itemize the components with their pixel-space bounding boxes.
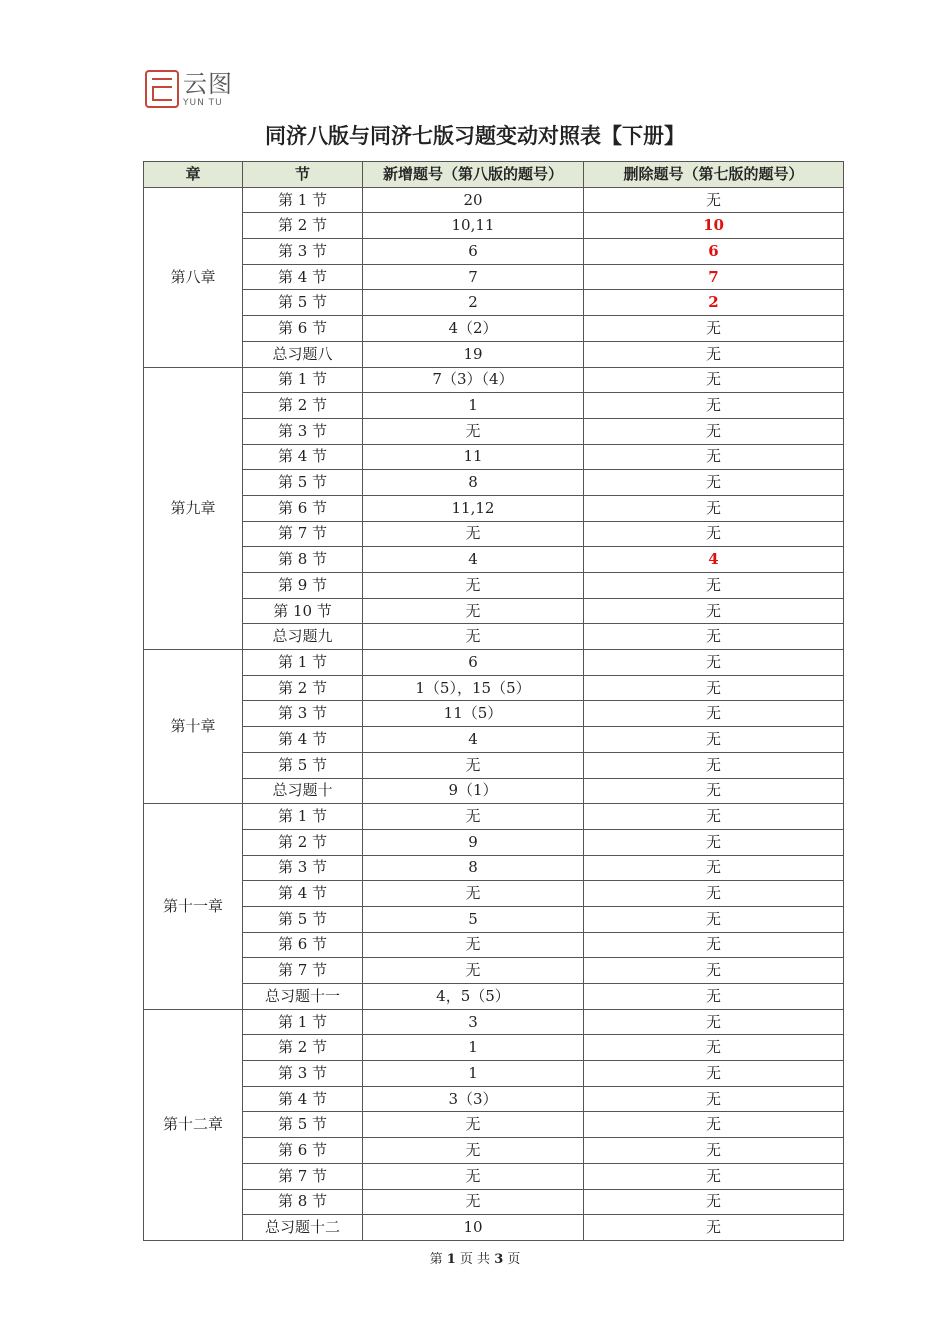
chapter-cell: 第十二章 bbox=[144, 1009, 243, 1240]
added-cell: 4，5（5） bbox=[363, 984, 584, 1010]
deleted-cell: 无 bbox=[584, 573, 844, 599]
section-cell: 总习题九 bbox=[243, 624, 363, 650]
deleted-cell: 无 bbox=[584, 598, 844, 624]
table-row bbox=[144, 958, 844, 984]
deleted-cell: 无 bbox=[584, 752, 844, 778]
deleted-cell: 无 bbox=[584, 1112, 844, 1138]
section-cell: 第 10 节 bbox=[243, 598, 363, 624]
added-cell: 6 bbox=[363, 239, 584, 265]
deleted-cell: 10 bbox=[584, 213, 844, 239]
section-cell: 第 2 节 bbox=[243, 393, 363, 419]
comparison-table bbox=[143, 161, 844, 1241]
deleted-cell: 无 bbox=[584, 1215, 844, 1241]
footer-suffix: 页 bbox=[507, 1252, 521, 1267]
section-cell: 第 3 节 bbox=[243, 418, 363, 444]
section-cell: 总习题八 bbox=[243, 341, 363, 367]
added-cell: 3（3） bbox=[363, 1086, 584, 1112]
deleted-cell: 无 bbox=[584, 727, 844, 753]
section-cell: 第 3 节 bbox=[243, 239, 363, 265]
section-cell: 第 7 节 bbox=[243, 521, 363, 547]
table-row bbox=[144, 1086, 844, 1112]
section-cell: 第 6 节 bbox=[243, 1138, 363, 1164]
deleted-cell: 无 bbox=[584, 495, 844, 521]
deleted-cell: 4 bbox=[584, 547, 844, 573]
section-cell: 第 8 节 bbox=[243, 1189, 363, 1215]
added-cell: 无 bbox=[363, 624, 584, 650]
added-cell: 8 bbox=[363, 470, 584, 496]
table-row bbox=[144, 573, 844, 599]
deleted-cell: 无 bbox=[584, 984, 844, 1010]
added-cell: 无 bbox=[363, 932, 584, 958]
page-title: 同济八版与同济七版习题变动对照表【下册】 bbox=[265, 124, 685, 148]
deleted-cell: 无 bbox=[584, 778, 844, 804]
table-row bbox=[144, 1061, 844, 1087]
deleted-cell: 2 bbox=[584, 290, 844, 316]
added-cell: 11（5） bbox=[363, 701, 584, 727]
added-cell: 19 bbox=[363, 341, 584, 367]
section-cell: 第 1 节 bbox=[243, 187, 363, 213]
table-row bbox=[144, 239, 844, 265]
section-cell: 第 1 节 bbox=[243, 367, 363, 393]
section-cell: 第 3 节 bbox=[243, 855, 363, 881]
table-row bbox=[144, 650, 844, 676]
deleted-cell: 无 bbox=[584, 906, 844, 932]
deleted-cell: 无 bbox=[584, 1189, 844, 1215]
section-cell: 第 5 节 bbox=[243, 290, 363, 316]
section-cell: 第 2 节 bbox=[243, 829, 363, 855]
section-cell: 第 2 节 bbox=[243, 213, 363, 239]
table-row bbox=[144, 1189, 844, 1215]
footer-page-number: 1 bbox=[446, 1252, 456, 1267]
table-row bbox=[144, 290, 844, 316]
section-cell: 第 2 节 bbox=[243, 1035, 363, 1061]
logo-text: 云图 bbox=[183, 70, 233, 98]
table-row bbox=[144, 1009, 844, 1035]
section-cell: 第 6 节 bbox=[243, 495, 363, 521]
section-cell: 第 3 节 bbox=[243, 1061, 363, 1087]
added-cell: 4 bbox=[363, 547, 584, 573]
table-row bbox=[144, 213, 844, 239]
added-cell: 7 bbox=[363, 264, 584, 290]
added-cell: 无 bbox=[363, 958, 584, 984]
table-row bbox=[144, 264, 844, 290]
section-cell: 第 5 节 bbox=[243, 1112, 363, 1138]
section-cell: 第 1 节 bbox=[243, 1009, 363, 1035]
deleted-cell: 无 bbox=[584, 393, 844, 419]
deleted-cell: 无 bbox=[584, 418, 844, 444]
table-row bbox=[144, 984, 844, 1010]
table-body bbox=[144, 187, 844, 1240]
added-cell: 10 bbox=[363, 1215, 584, 1241]
col-header-deleted: 删除题号（第七版的题号） bbox=[584, 162, 844, 188]
table-row bbox=[144, 367, 844, 393]
deleted-cell: 无 bbox=[584, 1138, 844, 1164]
section-cell: 第 4 节 bbox=[243, 727, 363, 753]
section-cell: 第 9 节 bbox=[243, 573, 363, 599]
table-row bbox=[144, 1138, 844, 1164]
added-cell: 无 bbox=[363, 1189, 584, 1215]
table-row bbox=[144, 701, 844, 727]
added-cell: 8 bbox=[363, 855, 584, 881]
table-row bbox=[144, 187, 844, 213]
added-cell: 9（1） bbox=[363, 778, 584, 804]
deleted-cell: 无 bbox=[584, 1061, 844, 1087]
section-cell: 第 1 节 bbox=[243, 804, 363, 830]
footer-mid: 页 共 bbox=[459, 1252, 491, 1267]
deleted-cell: 6 bbox=[584, 239, 844, 265]
added-cell: 7（3）（4） bbox=[363, 367, 584, 393]
deleted-cell: 无 bbox=[584, 958, 844, 984]
section-cell: 第 1 节 bbox=[243, 650, 363, 676]
section-cell: 第 5 节 bbox=[243, 470, 363, 496]
table-row bbox=[144, 418, 844, 444]
table-row bbox=[144, 804, 844, 830]
table-row bbox=[144, 470, 844, 496]
deleted-cell: 无 bbox=[584, 521, 844, 547]
deleted-cell: 无 bbox=[584, 855, 844, 881]
section-cell: 第 4 节 bbox=[243, 264, 363, 290]
table-row bbox=[144, 752, 844, 778]
table-row bbox=[144, 829, 844, 855]
added-cell: 10,11 bbox=[363, 213, 584, 239]
added-cell: 2 bbox=[363, 290, 584, 316]
page-footer bbox=[0, 1248, 950, 1267]
added-cell: 1 bbox=[363, 1035, 584, 1061]
section-cell: 第 7 节 bbox=[243, 958, 363, 984]
section-cell: 总习题十一 bbox=[243, 984, 363, 1010]
table-row bbox=[144, 1112, 844, 1138]
chapter-cell: 第九章 bbox=[144, 367, 243, 650]
deleted-cell: 无 bbox=[584, 1035, 844, 1061]
table-row bbox=[144, 932, 844, 958]
deleted-cell: 无 bbox=[584, 650, 844, 676]
section-cell: 第 4 节 bbox=[243, 881, 363, 907]
table-row bbox=[144, 906, 844, 932]
added-cell: 无 bbox=[363, 1112, 584, 1138]
table-row bbox=[144, 495, 844, 521]
table-row bbox=[144, 1035, 844, 1061]
table-header-row bbox=[144, 162, 844, 188]
added-cell: 1 bbox=[363, 393, 584, 419]
chapter-cell: 第十章 bbox=[144, 650, 243, 804]
added-cell: 20 bbox=[363, 187, 584, 213]
added-cell: 3 bbox=[363, 1009, 584, 1035]
table-row bbox=[144, 675, 844, 701]
added-cell: 无 bbox=[363, 521, 584, 547]
added-cell: 无 bbox=[363, 573, 584, 599]
table-row bbox=[144, 727, 844, 753]
added-cell: 无 bbox=[363, 1138, 584, 1164]
yuntu-logo bbox=[145, 70, 265, 112]
added-cell: 11 bbox=[363, 444, 584, 470]
added-cell: 1（5），15（5） bbox=[363, 675, 584, 701]
deleted-cell: 无 bbox=[584, 1086, 844, 1112]
section-cell: 第 5 节 bbox=[243, 906, 363, 932]
chapter-cell: 第八章 bbox=[144, 187, 243, 367]
deleted-cell: 无 bbox=[584, 341, 844, 367]
added-cell: 4 bbox=[363, 727, 584, 753]
deleted-cell: 无 bbox=[584, 316, 844, 342]
deleted-cell: 无 bbox=[584, 829, 844, 855]
deleted-cell: 无 bbox=[584, 624, 844, 650]
deleted-cell: 无 bbox=[584, 444, 844, 470]
added-cell: 无 bbox=[363, 598, 584, 624]
table-row bbox=[144, 393, 844, 419]
section-cell: 总习题十 bbox=[243, 778, 363, 804]
deleted-cell: 无 bbox=[584, 470, 844, 496]
footer-prefix: 第 bbox=[429, 1252, 443, 1267]
logo-mark-icon bbox=[145, 70, 179, 108]
section-cell: 第 2 节 bbox=[243, 675, 363, 701]
table-row bbox=[144, 1163, 844, 1189]
deleted-cell: 无 bbox=[584, 367, 844, 393]
added-cell: 无 bbox=[363, 1163, 584, 1189]
logo-latin: YUN TU bbox=[183, 98, 223, 108]
section-cell: 第 3 节 bbox=[243, 701, 363, 727]
table-row bbox=[144, 1215, 844, 1241]
added-cell: 4（2） bbox=[363, 316, 584, 342]
table-row bbox=[144, 624, 844, 650]
table-row bbox=[144, 778, 844, 804]
added-cell: 无 bbox=[363, 804, 584, 830]
deleted-cell: 无 bbox=[584, 932, 844, 958]
added-cell: 9 bbox=[363, 829, 584, 855]
col-header-section: 节 bbox=[243, 162, 363, 188]
added-cell: 1 bbox=[363, 1061, 584, 1087]
section-cell: 第 4 节 bbox=[243, 444, 363, 470]
table-row bbox=[144, 521, 844, 547]
table-row bbox=[144, 341, 844, 367]
section-cell: 总习题十二 bbox=[243, 1215, 363, 1241]
deleted-cell: 无 bbox=[584, 881, 844, 907]
added-cell: 无 bbox=[363, 752, 584, 778]
deleted-cell: 无 bbox=[584, 1163, 844, 1189]
added-cell: 无 bbox=[363, 881, 584, 907]
section-cell: 第 6 节 bbox=[243, 316, 363, 342]
table-row bbox=[144, 316, 844, 342]
deleted-cell: 无 bbox=[584, 701, 844, 727]
table-row bbox=[144, 444, 844, 470]
chapter-cell: 第十一章 bbox=[144, 804, 243, 1010]
added-cell: 5 bbox=[363, 906, 584, 932]
deleted-cell: 无 bbox=[584, 675, 844, 701]
deleted-cell: 无 bbox=[584, 1009, 844, 1035]
col-header-chapter: 章 bbox=[144, 162, 243, 188]
section-cell: 第 4 节 bbox=[243, 1086, 363, 1112]
deleted-cell: 7 bbox=[584, 264, 844, 290]
deleted-cell: 无 bbox=[584, 804, 844, 830]
col-header-added: 新增题号（第八版的题号） bbox=[363, 162, 584, 188]
footer-total-pages: 3 bbox=[494, 1252, 504, 1267]
added-cell: 无 bbox=[363, 418, 584, 444]
added-cell: 11,12 bbox=[363, 495, 584, 521]
table-row bbox=[144, 881, 844, 907]
section-cell: 第 8 节 bbox=[243, 547, 363, 573]
deleted-cell: 无 bbox=[584, 187, 844, 213]
table-row bbox=[144, 598, 844, 624]
table-row bbox=[144, 547, 844, 573]
section-cell: 第 6 节 bbox=[243, 932, 363, 958]
added-cell: 6 bbox=[363, 650, 584, 676]
table-row bbox=[144, 855, 844, 881]
section-cell: 第 7 节 bbox=[243, 1163, 363, 1189]
section-cell: 第 5 节 bbox=[243, 752, 363, 778]
